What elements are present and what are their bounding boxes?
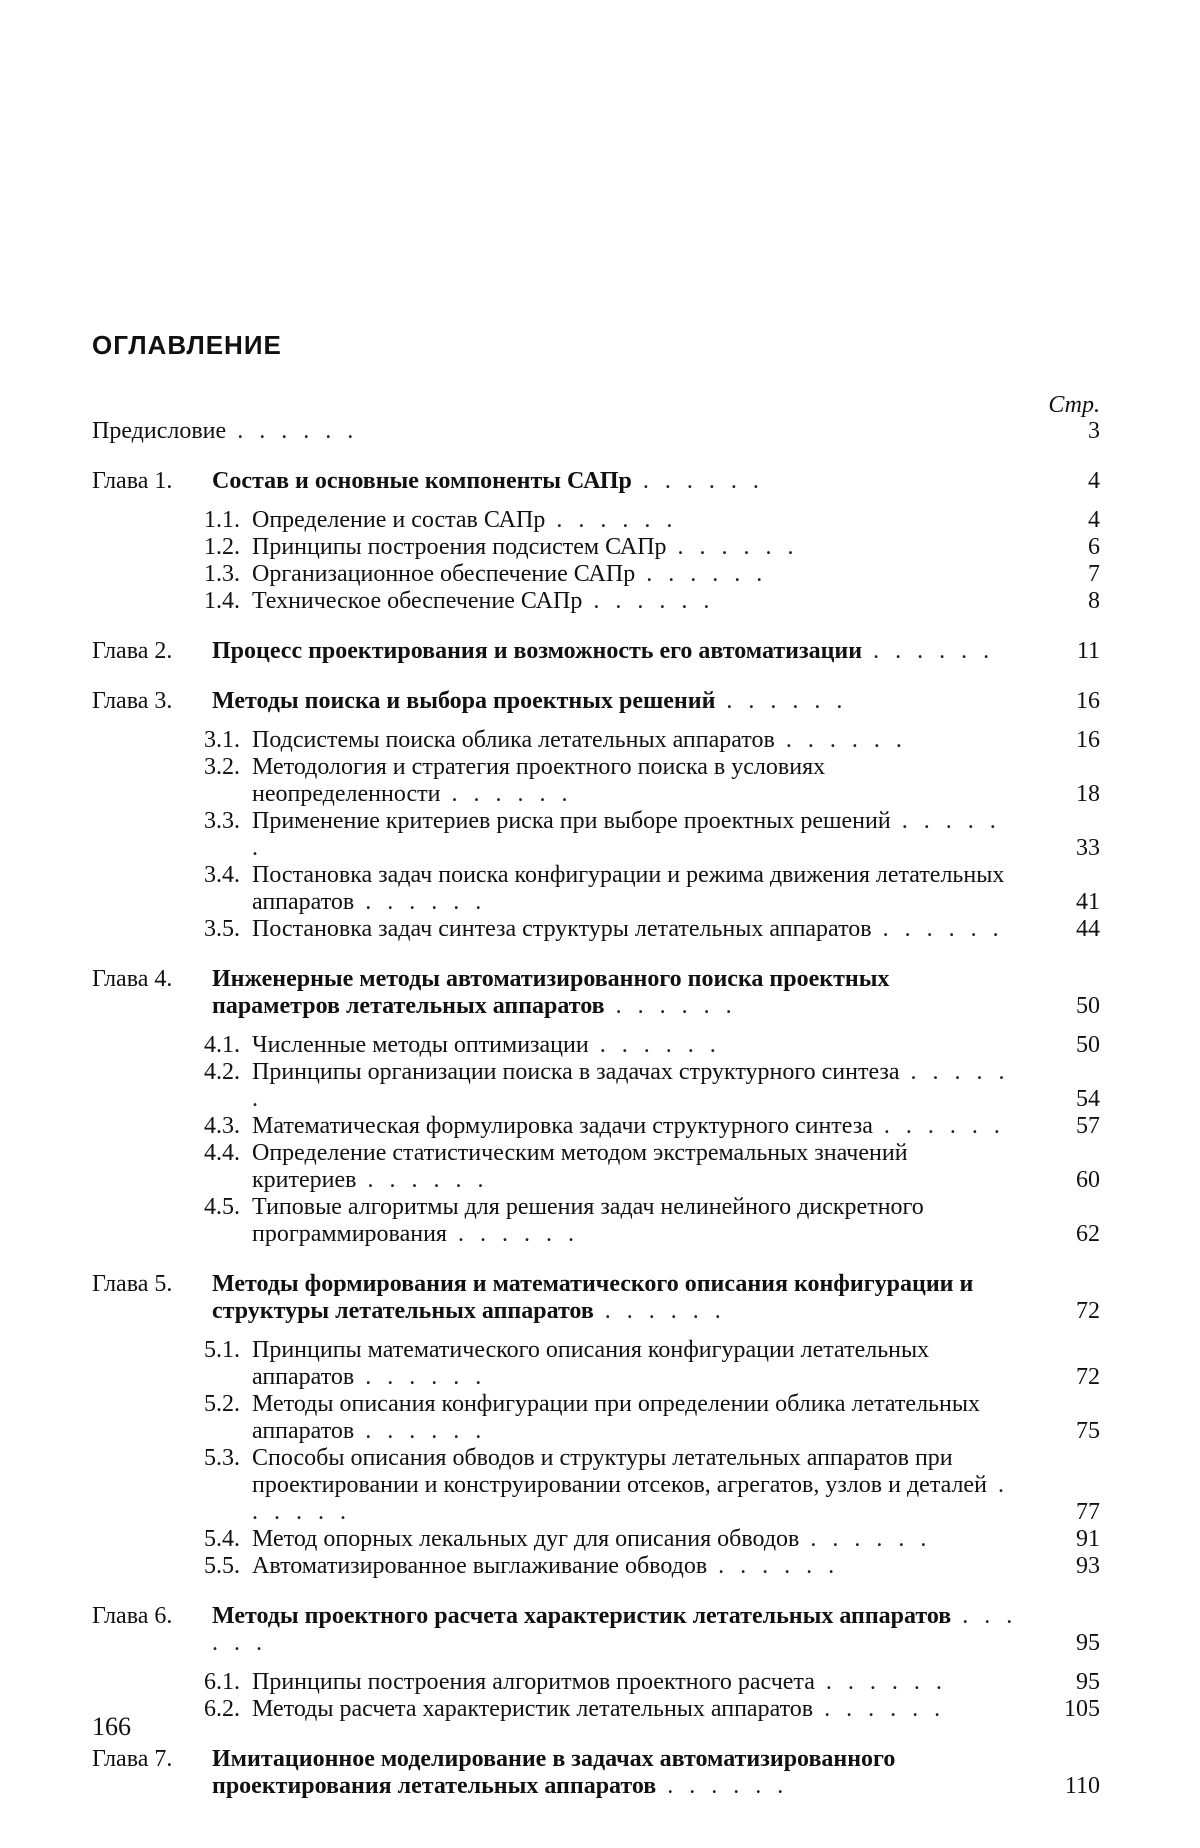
entry-title-block bbox=[92, 966, 1100, 1020]
toc-section-entry[interactable] bbox=[92, 1140, 1100, 1194]
section-number: 1.2. bbox=[204, 534, 240, 560]
entry-title: Методология и стратегия проектного поиска в условиях неопределенности bbox=[252, 754, 826, 807]
entry-spacer bbox=[92, 1325, 1100, 1337]
toc-section-entry[interactable] bbox=[92, 1391, 1100, 1445]
entry-page-number: 50 bbox=[1076, 993, 1100, 1019]
entry-page-number: 3 bbox=[1088, 418, 1100, 444]
entry-page-number: 93 bbox=[1076, 1553, 1100, 1579]
toc-preface-entry[interactable] bbox=[92, 418, 1100, 445]
toc-section-entry[interactable] bbox=[92, 1113, 1100, 1140]
chapter-label: Глава 5. bbox=[92, 1271, 173, 1297]
entry-title: Определение и состав САПр bbox=[252, 507, 546, 533]
toc-section-entry[interactable] bbox=[92, 808, 1100, 862]
section-number: 3.5. bbox=[204, 916, 240, 942]
dot-leader: . . . . . . bbox=[707, 1553, 840, 1579]
entry-title-block bbox=[92, 588, 1100, 615]
dot-leader: . . . . . . bbox=[212, 1603, 1018, 1656]
chapter-label: Глава 6. bbox=[92, 1603, 173, 1629]
toc-chapter-entry[interactable] bbox=[92, 1271, 1100, 1325]
entry-spacer bbox=[92, 1248, 1100, 1271]
entry-title: Состав и основные компоненты САПр bbox=[212, 468, 632, 494]
entry-title: Математическая формулировка задачи структурного синтеза bbox=[252, 1113, 873, 1139]
entry-page-number: 44 bbox=[1076, 916, 1100, 942]
entry-title: Постановка задач поиска конфигурации и режима движения летательных аппаратов bbox=[252, 862, 1005, 915]
dot-leader: . . . . . . bbox=[872, 1113, 1005, 1139]
entry-title-block bbox=[92, 561, 1100, 588]
entry-page-number: 54 bbox=[1076, 1086, 1100, 1112]
entry-title: Организационное обеспечение САПр bbox=[252, 561, 636, 587]
entry-title: Принципы построения алгоритмов проектного расчета bbox=[252, 1669, 815, 1695]
entry-title: Подсистемы поиска облика летательных аппаратов bbox=[252, 727, 775, 753]
entry-title-block bbox=[92, 916, 1100, 943]
toc-title: ОГЛАВЛЕНИЕ bbox=[92, 330, 282, 360]
entry-title: Способы описания обводов и структуры летательных аппаратов при проектировании и конструировании отсеков, агрегатов, узлов и деталей bbox=[252, 1445, 987, 1498]
toc-section-entry[interactable] bbox=[92, 1032, 1100, 1059]
section-number: 3.2. bbox=[204, 754, 240, 780]
entry-page-number: 11 bbox=[1076, 638, 1100, 664]
entry-page-number: 18 bbox=[1076, 781, 1100, 807]
dot-leader: . . . . . . bbox=[715, 688, 848, 714]
dot-leader: . . . . . . bbox=[356, 1167, 489, 1193]
entry-page-number: 110 bbox=[1064, 1773, 1100, 1799]
entry-title: Предисловие bbox=[92, 418, 227, 444]
section-number: 3.3. bbox=[204, 808, 240, 834]
entry-page-number: 6 bbox=[1088, 534, 1100, 560]
dot-leader: . . . . . . bbox=[799, 1526, 932, 1552]
dot-leader: . . . . . . bbox=[862, 638, 995, 664]
dot-leader: . . . . . . bbox=[252, 808, 1001, 861]
entry-spacer bbox=[92, 1657, 1100, 1669]
entry-page-number: 4 bbox=[1088, 507, 1100, 533]
entry-title: Методы поиска и выбора проектных решений bbox=[212, 688, 716, 714]
dot-leader: . . . . . . bbox=[593, 1298, 726, 1324]
dot-leader: . . . . . . bbox=[582, 588, 715, 614]
entry-title-block bbox=[92, 534, 1100, 561]
entry-title: Методы описания конфигурации при определении облика летательных аппаратов bbox=[252, 1391, 980, 1444]
entry-page-number: 75 bbox=[1076, 1418, 1100, 1444]
entry-title-block bbox=[92, 808, 1100, 862]
toc-chapter-entry[interactable] bbox=[92, 966, 1100, 1020]
section-number: 3.1. bbox=[204, 727, 240, 753]
dot-leader: . . . . . . bbox=[656, 1773, 789, 1799]
section-number: 5.4. bbox=[204, 1526, 240, 1552]
page-column-header: Стр. bbox=[1048, 392, 1100, 418]
entry-page-number: 91 bbox=[1076, 1526, 1100, 1552]
entry-title-block bbox=[92, 1032, 1100, 1059]
entry-page-number: 72 bbox=[1076, 1364, 1100, 1390]
entry-page-number: 41 bbox=[1076, 889, 1100, 915]
dot-leader: . . . . . . bbox=[545, 507, 678, 533]
entry-title: Типовые алгоритмы для решения задач нелинейного дискретного программирования bbox=[252, 1194, 924, 1247]
entry-title-block bbox=[92, 862, 1100, 916]
section-number: 1.1. bbox=[204, 507, 240, 533]
section-number: 5.2. bbox=[204, 1391, 240, 1417]
entry-page-number: 57 bbox=[1076, 1113, 1100, 1139]
toc-section-entry[interactable] bbox=[92, 1553, 1100, 1580]
toc-section-entry[interactable] bbox=[92, 1669, 1100, 1696]
entry-title: Инженерные методы автоматизированного поиска проектных параметров летательных аппаратов bbox=[212, 966, 890, 1019]
entry-title-block bbox=[92, 1337, 1100, 1391]
section-number: 5.3. bbox=[204, 1445, 240, 1471]
toc-chapter-entry[interactable] bbox=[92, 638, 1100, 665]
toc-section-entry[interactable] bbox=[92, 916, 1100, 943]
entry-title-block bbox=[92, 1603, 1100, 1657]
entry-spacer bbox=[92, 495, 1100, 507]
entry-page-number: 95 bbox=[1076, 1669, 1100, 1695]
entry-spacer bbox=[92, 445, 1100, 468]
entry-page-number: 62 bbox=[1076, 1221, 1100, 1247]
table-of-contents bbox=[92, 418, 1100, 1800]
toc-section-entry[interactable] bbox=[92, 1194, 1100, 1248]
entry-page-number: 60 bbox=[1076, 1167, 1100, 1193]
entry-title: Принципы построения подсистем САПр bbox=[252, 534, 667, 560]
dot-leader: . . . . . . bbox=[354, 1418, 487, 1444]
entry-title-block bbox=[92, 1746, 1100, 1800]
entry-title: Численные методы оптимизации bbox=[252, 1032, 589, 1058]
entry-title-block bbox=[92, 688, 1100, 715]
section-number: 6.2. bbox=[204, 1696, 240, 1722]
section-number: 6.1. bbox=[204, 1669, 240, 1695]
toc-section-entry[interactable] bbox=[92, 754, 1100, 808]
entry-title: Методы формирования и математического описания конфигурации и структуры летательных аппаратов bbox=[212, 1271, 974, 1324]
entry-title-block bbox=[92, 507, 1100, 534]
entry-page-number: 77 bbox=[1076, 1499, 1100, 1525]
section-number: 4.1. bbox=[204, 1032, 240, 1058]
entry-page-number: 95 bbox=[1076, 1630, 1100, 1656]
section-number: 4.5. bbox=[204, 1194, 240, 1220]
entry-title-block bbox=[92, 1553, 1100, 1580]
dot-leader: . . . . . . bbox=[252, 1059, 1010, 1112]
toc-chapter-entry[interactable] bbox=[92, 1746, 1100, 1800]
entry-page-number: 8 bbox=[1088, 588, 1100, 614]
chapter-label: Глава 3. bbox=[92, 688, 173, 714]
dot-leader: . . . . . . bbox=[446, 1221, 579, 1247]
toc-section-entry[interactable] bbox=[92, 507, 1100, 534]
entry-page-number: 33 bbox=[1076, 835, 1100, 861]
chapter-label: Глава 7. bbox=[92, 1746, 173, 1772]
entry-spacer bbox=[92, 1020, 1100, 1032]
entry-title-block bbox=[92, 468, 1100, 495]
entry-title-block bbox=[92, 1194, 1100, 1248]
entry-page-number: 105 bbox=[1064, 1696, 1100, 1722]
section-number: 4.4. bbox=[204, 1140, 240, 1166]
entry-page-number: 7 bbox=[1088, 561, 1100, 587]
entry-title: Метод опорных лекальных дуг для описания обводов bbox=[252, 1526, 800, 1552]
dot-leader: . . . . . . bbox=[871, 916, 1004, 942]
entry-title-block bbox=[92, 727, 1100, 754]
entry-page-number: 72 bbox=[1076, 1298, 1100, 1324]
section-number: 3.4. bbox=[204, 862, 240, 888]
entry-title-block bbox=[92, 1059, 1100, 1113]
entry-spacer bbox=[92, 1723, 1100, 1746]
toc-section-entry[interactable] bbox=[92, 1337, 1100, 1391]
entry-title: Техническое обеспечение САПр bbox=[252, 588, 583, 614]
entry-title-block bbox=[92, 1113, 1100, 1140]
entry-title-block bbox=[92, 418, 1100, 445]
entry-title: Постановка задач синтеза структуры летательных аппаратов bbox=[252, 916, 872, 942]
entry-title-block bbox=[92, 754, 1100, 808]
entry-title-block bbox=[92, 1445, 1100, 1526]
page-number: 166 bbox=[92, 1712, 131, 1741]
entry-title: Автоматизированное выглаживание обводов bbox=[252, 1553, 708, 1579]
entry-title-block bbox=[92, 1696, 1100, 1723]
entry-title: Применение критериев риска при выборе проектных решений bbox=[252, 808, 891, 834]
toc-section-entry[interactable] bbox=[92, 1696, 1100, 1723]
entry-title-block bbox=[92, 1391, 1100, 1445]
entry-spacer bbox=[92, 1580, 1100, 1603]
entry-title-block bbox=[92, 1271, 1100, 1325]
section-number: 1.3. bbox=[204, 561, 240, 587]
entry-title: Процесс проектирования и возможность его автоматизации bbox=[212, 638, 863, 664]
toc-section-entry[interactable] bbox=[92, 1059, 1100, 1113]
entry-page-number: 16 bbox=[1076, 688, 1100, 714]
section-number: 4.3. bbox=[204, 1113, 240, 1139]
section-number: 5.1. bbox=[204, 1337, 240, 1363]
chapter-label: Глава 1. bbox=[92, 468, 173, 494]
dot-leader: . . . . . . bbox=[354, 889, 487, 915]
entry-title: Методы проектного расчета характеристик летательных аппаратов bbox=[212, 1603, 952, 1629]
dot-leader: . . . . . . bbox=[604, 993, 737, 1019]
entry-title-block bbox=[92, 638, 1100, 665]
entry-title: Принципы математического описания конфигурации летательных аппаратов bbox=[252, 1337, 930, 1390]
toc-chapter-entry[interactable] bbox=[92, 468, 1100, 495]
toc-chapter-entry[interactable] bbox=[92, 688, 1100, 715]
chapter-label: Глава 4. bbox=[92, 966, 173, 992]
section-number: 4.2. bbox=[204, 1059, 240, 1085]
toc-section-entry[interactable] bbox=[92, 862, 1100, 916]
dot-leader: . . . . . . bbox=[814, 1669, 947, 1695]
entry-title-block bbox=[92, 1669, 1100, 1696]
entry-title: Методы расчета характеристик летательных аппаратов bbox=[252, 1696, 814, 1722]
entry-title: Имитационное моделирование в задачах автоматизированного проектирования летательных аппаратов bbox=[212, 1746, 896, 1799]
entry-title: Принципы организации поиска в задачах структурного синтеза bbox=[252, 1059, 900, 1085]
entry-spacer bbox=[92, 665, 1100, 688]
entry-spacer bbox=[92, 615, 1100, 638]
dot-leader: . . . . . . bbox=[813, 1696, 946, 1722]
entry-page-number: 50 bbox=[1076, 1032, 1100, 1058]
entry-page-number: 4 bbox=[1088, 468, 1100, 494]
dot-leader: . . . . . . bbox=[774, 727, 907, 753]
entry-spacer bbox=[92, 715, 1100, 727]
dot-leader: . . . . . . bbox=[226, 418, 359, 444]
toc-section-entry[interactable] bbox=[92, 588, 1100, 615]
entry-title: Определение статистическим методом экстремальных значений критериев bbox=[252, 1140, 908, 1193]
entry-title-block bbox=[92, 1526, 1100, 1553]
toc-section-entry[interactable] bbox=[92, 561, 1100, 588]
toc-chapter-entry[interactable] bbox=[92, 1603, 1100, 1657]
dot-leader: . . . . . . bbox=[440, 781, 573, 807]
dot-leader: . . . . . . bbox=[354, 1364, 487, 1390]
toc-section-entry[interactable] bbox=[92, 1526, 1100, 1553]
dot-leader: . . . . . . bbox=[635, 561, 768, 587]
chapter-label: Глава 2. bbox=[92, 638, 173, 664]
entry-spacer bbox=[92, 943, 1100, 966]
section-number: 1.4. bbox=[204, 588, 240, 614]
dot-leader: . . . . . . bbox=[666, 534, 799, 560]
toc-section-entry[interactable] bbox=[92, 534, 1100, 561]
entry-title-block bbox=[92, 1140, 1100, 1194]
dot-leader: . . . . . . bbox=[252, 1472, 1009, 1525]
entry-page-number: 16 bbox=[1076, 727, 1100, 753]
toc-section-entry[interactable] bbox=[92, 1445, 1100, 1526]
toc-section-entry[interactable] bbox=[92, 727, 1100, 754]
section-number: 5.5. bbox=[204, 1553, 240, 1579]
dot-leader: . . . . . . bbox=[631, 468, 764, 494]
dot-leader: . . . . . . bbox=[588, 1032, 721, 1058]
